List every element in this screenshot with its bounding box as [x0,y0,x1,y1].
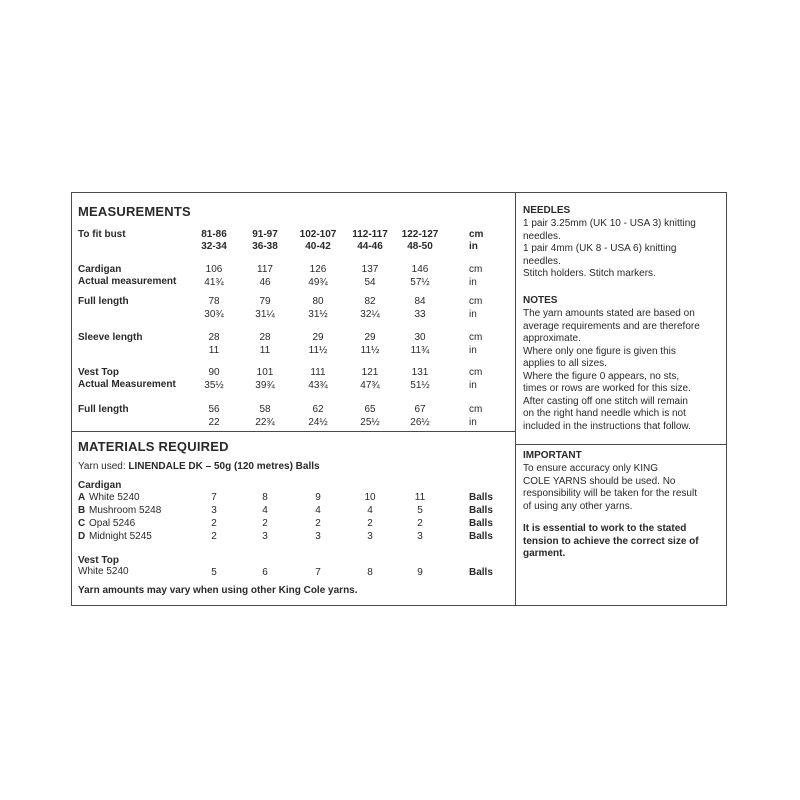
tension-line: tension to achieve the correct size of [523,535,699,547]
row-unit-cm: cm [469,332,483,343]
value-in: 31½ [308,309,328,320]
tension-line: It is essential to work to the stated [523,523,687,534]
needles-title: NEEDLES [523,205,571,216]
value-in: 26½ [410,417,430,428]
measurements-title: MEASUREMENTS [78,204,191,219]
tension-warning [523,523,728,561]
value-in: 25½ [360,417,380,428]
value-cm: 146 [411,264,429,275]
value-in: 22 [208,417,220,428]
size-in: 48-50 [407,241,433,252]
value-cm: 82 [364,296,376,307]
cardigan-heading: Cardigan [78,480,122,491]
value-cm: 131 [411,367,429,378]
yarn-letter: D [78,531,86,542]
yarn-shade: Mushroom 5248 [89,505,162,516]
needles-line: Stitch holders. Stitch markers. [523,268,656,279]
notes-line: included in the instructions that follow. [523,420,691,432]
value-in: 54 [364,277,376,288]
row-unit-in: in [469,277,477,288]
row-label: Full length [78,296,129,307]
value-cm: 65 [364,404,376,415]
needles-line: needles. [523,255,561,267]
important-line: of using any other yarns. [523,500,633,512]
notes-line: After casting off one stitch will remain [523,395,688,407]
notes-line: times or rows are worked for this size. [523,383,691,394]
notes-text [523,308,728,433]
row-unit-cm: cm [469,367,483,378]
value-in: 47¾ [360,380,380,391]
value-in: 11¾ [410,345,430,356]
ball-unit: Balls [469,492,493,503]
row-unit-in: in [469,380,477,391]
ball-count: 7 [211,492,217,503]
column-divider [515,193,516,605]
value-cm: 121 [361,367,379,378]
notes-title: NOTES [523,295,558,306]
value-cm: 101 [256,367,274,378]
size-cm: 122-127 [401,229,439,240]
yarn-shade: White 5240 [89,492,140,503]
ball-count: 3 [211,505,217,516]
pattern-info-panel [71,192,727,606]
notes-line: applies to all sizes. [523,358,607,369]
notes-line: Where the figure 0 appears, no sts, [523,370,680,382]
vest-balls: 7 [315,567,321,578]
important-line: COLE YARNS should be used. No [523,475,676,487]
value-in: 31¼ [255,309,275,320]
size-in: 44-46 [357,241,383,252]
yarn-footer-note: Yarn amounts may vary when using other King Cole yarns. [78,585,358,596]
ball-count: 8 [262,492,268,503]
section-divider-left [72,431,515,432]
value-cm: 67 [414,404,426,415]
ball-count: 3 [315,531,321,542]
important-text [523,463,728,513]
value-cm: 28 [208,332,220,343]
ball-count: 4 [262,505,268,516]
ball-count: 10 [364,492,376,503]
materials-title: MATERIALS REQUIRED [78,439,229,454]
yarn-letter: C [78,518,86,529]
notes-line: on the right hand needle which is not [523,408,686,419]
row-unit-cm: cm [469,296,483,307]
row-unit-in: in [469,345,477,356]
vest-yarn-name: White 5240 [78,566,129,577]
ball-count: 3 [367,531,373,542]
ball-count: 3 [262,531,268,542]
value-in: 41¾ [204,277,224,288]
ball-unit: Balls [469,531,493,542]
value-cm: 29 [312,332,324,343]
value-cm: 78 [208,296,220,307]
notes-line: approximate. [523,333,581,344]
value-cm: 84 [414,296,426,307]
yarn-line [78,460,320,473]
value-in: 32¼ [360,309,380,320]
yarn-letter: A [78,492,86,503]
row-sublabel: Actual measurement [78,276,177,287]
value-cm: 30 [414,332,426,343]
value-cm: 90 [208,367,220,378]
vest-balls: 5 [211,567,217,578]
unit-in: in [469,241,478,252]
vest-balls: 8 [367,567,373,578]
value-in: 11 [208,345,220,356]
value-in: 30¾ [204,309,224,320]
value-cm: 58 [259,404,271,415]
value-in: 46 [259,277,271,288]
value-cm: 106 [205,264,223,275]
ball-count: 4 [367,505,373,516]
value-cm: 29 [364,332,376,343]
row-unit-cm: cm [469,404,483,415]
value-cm: 28 [259,332,271,343]
row-label: Full length [78,404,129,415]
size-in: 40-42 [305,241,331,252]
vest-balls: 6 [262,567,268,578]
unit-cm: cm [469,229,484,240]
row-label: Vest Top [78,367,119,378]
value-in: 43¾ [308,380,328,391]
value-cm: 56 [208,404,220,415]
vest-balls: 9 [417,567,423,578]
value-in: 49¾ [308,277,328,288]
size-cm: 91-97 [252,229,278,240]
size-in: 36-38 [252,241,278,252]
ball-count: 2 [211,518,217,529]
value-cm: 80 [312,296,324,307]
yarn-shade: Midnight 5245 [89,531,152,542]
yarn-letter: B [78,505,86,516]
tension-line: garment. [523,548,566,559]
row-label: Sleeve length [78,332,143,343]
ball-count: 4 [315,505,321,516]
ball-count: 2 [211,531,217,542]
needles-text [523,218,723,281]
value-in: 22¾ [255,417,275,428]
value-cm: 62 [312,404,324,415]
ball-count: 3 [417,531,423,542]
ball-count: 2 [367,518,373,529]
row-unit-in: in [469,309,477,320]
value-in: 35½ [204,380,224,391]
ball-unit: Balls [469,505,493,516]
vest-heading: Vest Top [78,555,119,566]
value-cm: 137 [361,264,379,275]
value-in: 51½ [410,380,430,391]
ball-unit: Balls [469,518,493,529]
value-in: 39¾ [255,380,275,391]
ball-count: 2 [417,518,423,529]
needles-line: 1 pair 4mm (UK 8 - USA 6) knitting [523,243,677,254]
ball-count: 5 [417,505,423,516]
value-in: 33 [414,309,426,320]
ball-count: 11 [414,492,426,503]
notes-line: average requirements and are therefore [523,320,700,332]
bust-label: To fit bust [78,229,126,240]
size-cm: 102-107 [299,229,337,240]
important-line: To ensure accuracy only KING [523,463,659,474]
row-sublabel: Actual Measurement [78,379,176,390]
important-title: IMPORTANT [523,450,582,461]
yarn-name: LINENDALE DK – 50g (120 metres) Balls [128,461,320,472]
needles-line: 1 pair 3.25mm (UK 10 - USA 3) knitting [523,218,696,229]
ball-count: 2 [262,518,268,529]
value-cm: 79 [259,296,271,307]
value-in: 24½ [308,417,328,428]
value-in: 11 [259,345,271,356]
row-unit-cm: cm [469,264,483,275]
row-label: Cardigan [78,264,122,275]
value-cm: 126 [309,264,327,275]
notes-line: The yarn amounts stated are based on [523,308,695,319]
value-in: 11½ [360,345,380,356]
needles-line: needles. [523,230,561,242]
yarn-shade: Opal 5246 [89,518,136,529]
value-in: 57½ [410,277,430,288]
row-unit-in: in [469,417,477,428]
ball-count: 9 [315,492,321,503]
section-divider-right [515,444,727,445]
size-cm: 112-117 [352,229,388,240]
size-cm: 81-86 [201,229,227,240]
size-in: 32-34 [201,241,227,252]
ball-count: 2 [315,518,321,529]
value-cm: 117 [257,264,273,275]
value-in: 11½ [308,345,328,356]
yarn-prefix: Yarn used: [78,461,126,472]
value-cm: 111 [310,367,326,378]
notes-line: Where only one figure is given this [523,345,676,357]
vest-unit: Balls [469,567,493,578]
important-line: responsibility will be taken for the result [523,488,697,499]
